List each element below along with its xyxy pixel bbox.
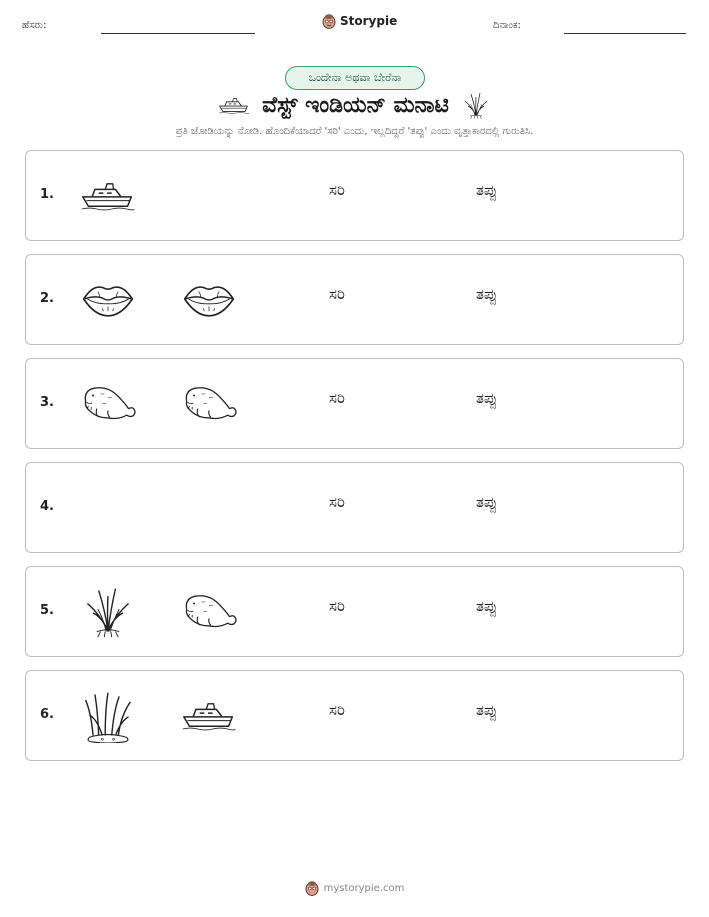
title-row: [0, 88, 709, 122]
option-true[interactable]: ಸರಿ: [329, 701, 345, 719]
footer: [0, 880, 709, 896]
storypie-mascot-icon: [305, 880, 319, 896]
question-card: [25, 566, 684, 657]
option-false[interactable]: ತಪ್ಪು: [476, 597, 498, 615]
manatee-icon: [181, 583, 237, 639]
option-true[interactable]: ಸರಿ: [329, 389, 345, 407]
option-false[interactable]: ತಪ್ಪು: [476, 181, 498, 199]
name-label: ಹೆಸರು:: [22, 20, 47, 31]
question-card: [25, 358, 684, 449]
storypie-mascot-icon: [322, 13, 336, 29]
option-true[interactable]: ಸರಿ: [329, 285, 345, 303]
worksheet-header: [0, 12, 709, 40]
lips-icon: [80, 271, 136, 327]
leaf-sprig-icon: [181, 167, 237, 223]
boat-icon: [181, 687, 237, 743]
seagrass-icon: [80, 583, 136, 639]
question-card: [25, 150, 684, 241]
option-false[interactable]: ತಪ್ಪು: [476, 389, 498, 407]
brand-name: Storypie: [340, 14, 398, 28]
option-true[interactable]: ಸರಿ: [329, 597, 345, 615]
lips-icon: [181, 271, 237, 327]
question-card: [25, 462, 684, 553]
question-number: 2.: [40, 291, 54, 306]
option-false[interactable]: ತಪ್ಪು: [476, 701, 498, 719]
date-label: ದಿನಾಂಕ:: [493, 20, 521, 31]
question-number: 4.: [40, 499, 54, 514]
manatee-icon: [80, 375, 136, 431]
question-number: 3.: [40, 395, 54, 410]
page-title: ವೆಸ್ಟ್ ಇಂಡಿಯನ್ ಮನಾಟಿ: [262, 92, 449, 118]
question-number: 6.: [40, 707, 54, 722]
option-true[interactable]: ಸರಿ: [329, 181, 345, 199]
activity-badge: ಒಂದೇನಾ ಅಥವಾ ಬೇರೆನಾ: [285, 66, 425, 90]
question-number: 1.: [40, 187, 54, 202]
name-field-line[interactable]: [101, 33, 255, 34]
manatee-icon: [181, 375, 237, 431]
option-false[interactable]: ತಪ್ಪು: [476, 285, 498, 303]
date-field-line[interactable]: [564, 33, 686, 34]
seagrass-clump-icon: [80, 687, 136, 743]
instructions-text: ಪ್ರತಿ ಜೋಡಿಯನ್ನು ನೋಡಿ. ಹೊಂದಿಕೆಯಾದರೆ 'ಸರಿ' ಎಂದು, ಇಲ್ಲದಿದ್ದರೆ 'ತಪ್ಪು' ಎಂದು ವೃತ್ತಾಕಾರದಲ್ಲಿ ಗುರುತಿಸಿ.: [175, 126, 534, 137]
seagrass-icon: [461, 90, 491, 120]
brand-logo: [322, 13, 397, 29]
boat-icon: [218, 89, 250, 121]
option-true[interactable]: ಸರಿ: [329, 493, 345, 511]
footer-url[interactable]: mystorypie.com: [323, 882, 405, 894]
question-card: [25, 670, 684, 761]
boat-icon: [80, 167, 136, 223]
option-false[interactable]: ತಪ್ಪು: [476, 493, 498, 511]
question-number: 5.: [40, 603, 54, 618]
leaf-sprig-icon: [181, 479, 237, 535]
question-card: [25, 254, 684, 345]
leaf-sprig-icon: [80, 479, 136, 535]
